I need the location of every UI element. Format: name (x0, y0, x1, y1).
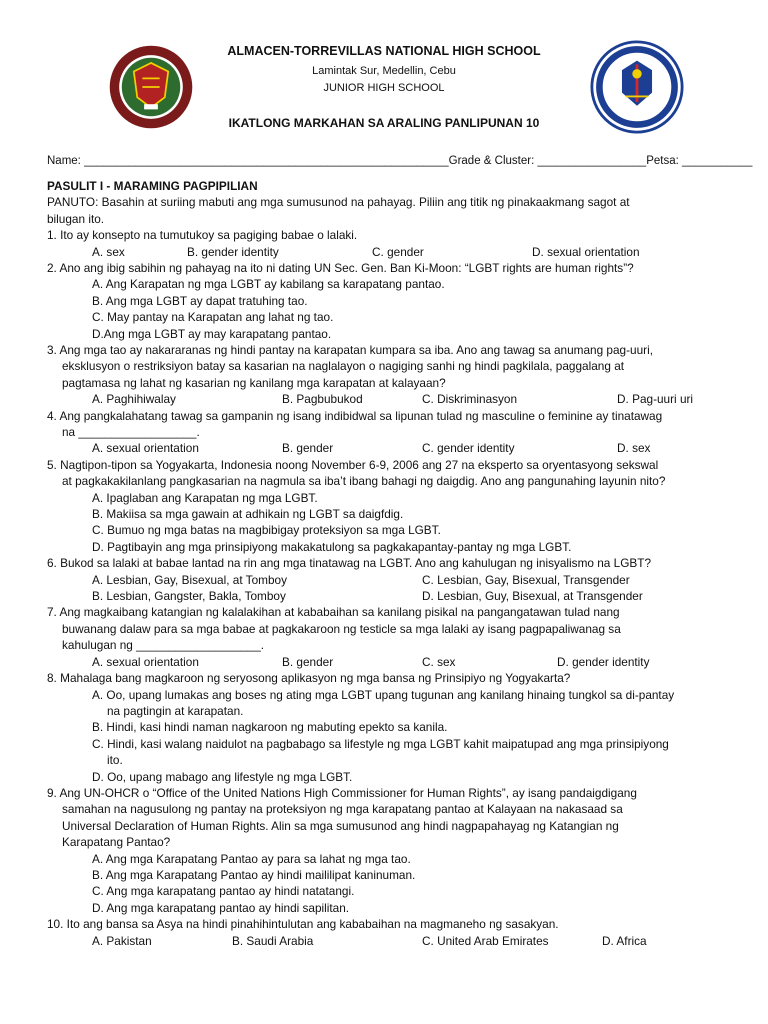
instructions-cont: bilugan ito. (47, 211, 105, 226)
choice-option: C. May pantay na Karapatan ang lahat ng tao. (92, 310, 334, 325)
section-title: PASULIT I - MARAMING PAGPIPILIAN (47, 179, 258, 193)
question-text: buwanang dalaw para sa mga babae at pagkakaroon ng testicle sa mga lalaki ay isang pagpapaliwanag sa (62, 621, 621, 636)
choices-row (47, 588, 727, 604)
school-name: ALMACEN-TORREVILLAS NATIONAL HIGH SCHOOL (227, 44, 541, 58)
question-text: 3. Ang mga tao ay nakararanas ng hindi pantay na karapatan kumpara sa iba. Ano ang tawag sa anumang pag-uuri, (47, 343, 653, 358)
choice-option: A. Ipaglaban ang Karapatan ng mga LGBT. (92, 490, 318, 505)
choice-option: B. gender (282, 654, 334, 669)
choice-option: C. sex (422, 654, 456, 669)
question-text: eksklusyon o restriksiyon batay sa kasarian na naglalayon o nagiging sanhi ng hindi pagkilala, paggalang at (62, 359, 625, 374)
choice-option: B. Lesbian, Gangster, Bakla, Tomboy (92, 589, 286, 604)
choice-option: B. gender (282, 441, 334, 456)
choice-option: D. Oo, upang mabago ang lifestyle ng mga LGBT. (92, 769, 353, 784)
choice-option: A. Oo, upang lumakas ang boses ng ating mga LGBT upang tugunan ang kanilang hinaing tungkol sa di-pantay (92, 687, 675, 702)
choice-option: C. Diskriminasyon (422, 392, 518, 407)
choice-option: A. Pakistan (92, 933, 152, 948)
question-9 (47, 785, 727, 916)
choice-option: D. Ang mga karapatang pantao ay hindi sapilitan. (92, 900, 350, 915)
choice-option: B. Ang mga Karapatang Pantao ay hindi maililipat kaninuman. (92, 867, 416, 882)
choice-option: D. Pag-uuri uri (617, 392, 694, 407)
question-8 (47, 670, 727, 785)
question-10 (47, 916, 727, 949)
choices-row (47, 572, 727, 588)
question-1 (47, 227, 727, 260)
choice-option: B. Hindi, kasi hindi naman nagkaroon ng mabuting epekto sa kanila. (92, 720, 448, 735)
choice-option: A. sex (92, 244, 125, 259)
choices-row (47, 933, 727, 949)
choice-option: C. gender (372, 244, 424, 259)
exam-body (47, 178, 727, 949)
question-text: 10. Ito ang bansa sa Asya na hindi pinahihintulutan ang kababaihan na magmaneho ng sasakyan. (47, 917, 559, 932)
choice-option: D. gender identity (557, 654, 650, 669)
choice-option-cont: na pagtingin at karapatan. (107, 703, 244, 718)
question-text: 6. Bukod sa lalaki at babae lantad na rin ang mga tinatawag na LGBT. Ano ang kahulugan ng inisyalismo na LGBT? (47, 556, 652, 571)
school-address: Lamintak Sur, Medellin, Cebu (312, 65, 456, 77)
choice-option: C. Bumuo ng mga batas na magbibigay proteksiyon sa mga LGBT. (92, 523, 441, 538)
student-info-line: Name: _________________________________________________________Grade & Cluster: _________________Petsa: ___________ (47, 155, 753, 167)
instructions: PANUTO: Basahin at suriing mabuti ang mga sumusunod na pahayag. Piliin ang titik ng pinakaakmang sagot at (47, 195, 630, 210)
choice-option: A. Ang Karapatan ng mga LGBT ay kabilang sa karapatang pantao. (92, 277, 445, 292)
choice-option: B. gender identity (187, 244, 279, 259)
question-text: na __________________. (62, 425, 200, 440)
choice-option: C. gender identity (422, 441, 515, 456)
choices-row (47, 440, 727, 456)
choice-option: D. Africa (602, 933, 647, 948)
choice-option: B. Pagbubukod (282, 392, 363, 407)
choice-option: D.Ang mga LGBT ay may karapatang pantao. (92, 326, 332, 341)
choice-option: A. Ang mga Karapatang Pantao ay para sa lahat ng mga tao. (92, 851, 411, 866)
choice-option: C. Ang mga karapatang pantao ay hindi natatangi. (92, 884, 355, 899)
question-3 (47, 342, 727, 408)
school-level: JUNIOR HIGH SCHOOL (323, 82, 445, 94)
question-text: at pagkakakilanlang pangkasarian na nagmula sa iba’t ibang bahagi ng daigdig. Ano ang pangunahing layunin nito? (62, 474, 666, 489)
question-list (47, 227, 727, 949)
question-text: 2. Ano ang ibig sabihin ng pahayag na ito ni dating UN Sec. Gen. Ban Ki-Moon: “LGBT rights are human rights”? (47, 261, 634, 276)
choice-option: D. Pagtibayin ang mga prinsipiyong makakatulong sa pagkakapantay-pantay ng mga LGBT. (92, 539, 572, 554)
choice-option: D. sex (617, 441, 651, 456)
question-text: kahulugan ng ___________________. (62, 638, 265, 653)
choice-option: B. Makiisa sa mga gawain at adhikain ng LGBT sa daigfdig. (92, 507, 404, 522)
question-text: 9. Ang UN-OHCR o “Office of the United Nations High Commissioner for Human Rights”, ay isang pandaigdigang (47, 785, 637, 800)
choice-option-cont: ito. (107, 753, 123, 768)
choice-option: C. Lesbian, Gay, Bisexual, Transgender (422, 572, 630, 587)
question-text: 5. Nagtipon-tipon sa Yogyakarta, Indonesia noong November 6-9, 2006 ang 27 na eksperto sa oryentasyong sekswal (47, 457, 659, 472)
choice-option: C. Hindi, kasi walang naidulot na pagbabago sa lifestyle ng mga LGBT kahit maipatupad ang mga prinsipiyong (92, 736, 669, 751)
question-5 (47, 457, 727, 555)
question-text: Karapatang Pantao? (62, 835, 171, 850)
question-2 (47, 260, 727, 342)
question-6 (47, 555, 727, 604)
question-text: 7. Ang magkaibang katangian ng kalalakihan at kababaihan sa kanilang pisikal na pangangatawan tulad nang (47, 605, 620, 620)
exam-title: IKATLONG MARKAHAN SA ARALING PANLIPUNAN 10 (228, 116, 540, 130)
choice-option: D. sexual orientation (532, 244, 640, 259)
choice-option: C. United Arab Emirates (422, 933, 549, 948)
question-7 (47, 604, 727, 670)
choice-option: B. Saudi Arabia (232, 933, 314, 948)
question-4 (47, 408, 727, 457)
choices-row (47, 391, 727, 407)
choice-option: D. Lesbian, Guy, Bisexual, at Transgender (422, 589, 643, 604)
question-text: Universal Declaration of Human Rights. Alin sa mga sumusunod ang hindi nagpapahayag ng Katangian ng (62, 818, 619, 833)
question-text: 1. Ito ay konsepto na tumutukoy sa pagiging babae o lalaki. (47, 228, 358, 243)
question-text: 8. Mahalaga bang magkaroon ng seryosong aplikasyon ng mga bansa ng Prinsipiyo ng Yogyakarta? (47, 671, 571, 686)
choice-option: A. Paghihiwalay (92, 392, 176, 407)
question-text: 4. Ang pangkalahatang tawag sa gampanin ng isang indibidwal sa lipunan tulad ng masculine o feminine ay tinatawag (47, 408, 663, 423)
choice-option: B. Ang mga LGBT ay dapat tratuhing tao. (92, 293, 308, 308)
choice-option: A. Lesbian, Gay, Bisexual, at Tomboy (92, 572, 287, 587)
question-text: samahan na nagusulong ng pantay na proteksiyon ng mga karapatang pantao at Kalayaan na nakasaad sa (62, 802, 623, 817)
choices-row (47, 654, 727, 670)
choice-option: A. sexual orientation (92, 654, 199, 669)
question-text: pagtamasa ng lahat ng kasarian ng kanilang mga karapatan at kalayaan? (62, 375, 446, 390)
choices-row (47, 244, 727, 260)
choice-option: A. sexual orientation (92, 441, 199, 456)
